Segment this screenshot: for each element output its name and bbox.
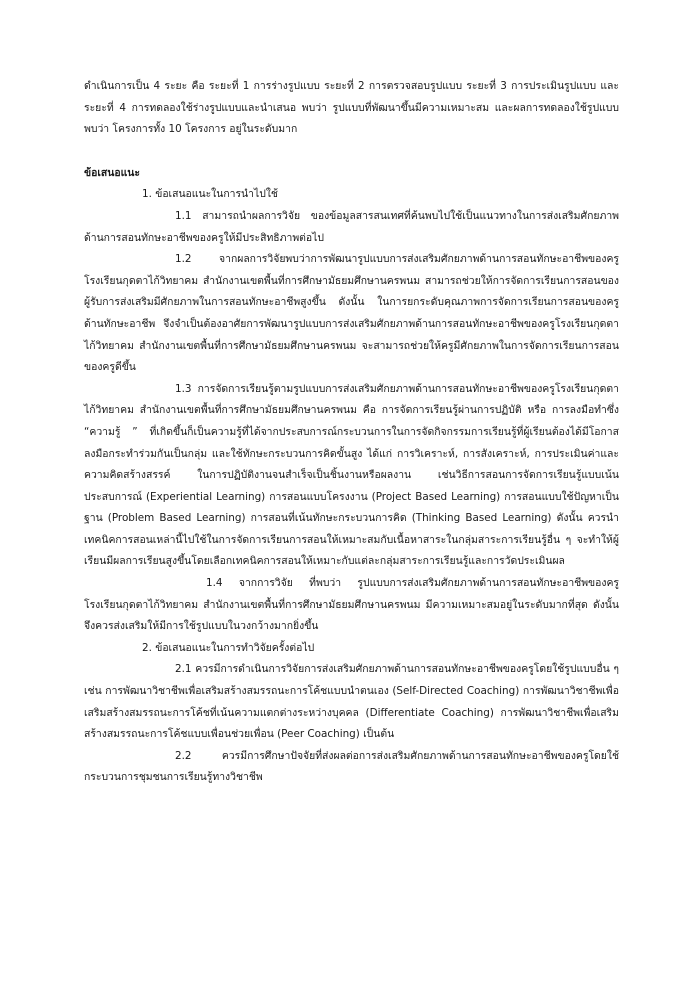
paragraph-1-2: 1.2 จากผลการวิจัยพบว่าการพัฒนารูปแบบการส่งเสริมศักยภาพด้านการสอนทักษะอาชีพของครู โรงเรียนกุดตาไก้วิทยาคม สำนักงานเขตพื้นที่การศึกษามัธยมศึกษานครพนม สามารถช่วยให้การจัดการเรียนการสอนของผู้รับการส่งเสริมมีศักยภาพในการสอนทักษะอาชีพสูงขึ้น ดังนั้น ในการยกระดับคุณภาพการจัดการเรียนการสอนของครูด้านทักษะอาชีพ จึงจำเป็นต้องอาศัยการพัฒนารูปแบบการส่งเสริมศักยภาพด้านการสอนทักษะอาชีพของครูโรงเรียนกุดตาไก้วิทยาคม สำนักงานเขตพื้นที่การศึกษามัธยมศึกษานครพนม จะสามารถช่วยให้ครูมีศักยภาพในการจัดการเรียนการสอน ของครูดีขึ้น (84, 253, 619, 374)
document-body (84, 76, 619, 789)
paragraph-1-4: 1.4 จากการวิจัย ที่พบว่า รูปแบบการส่งเสริมศักยภาพด้านการสอนทักษะอาชีพของครู โรงเรียนกุดตาไก้วิทยาคม สำนักงานเขตพื้นที่การศึกษามัธยมศึกษานครพนม มีความเหมาะสมอยู่ในระดับมากที่สุด ดังนั้นจึงควรส่งเสริมให้มีการใช้รูปแบบในวงกว้างมากยิ่งขึ้น (84, 577, 619, 633)
paragraph-2-2: 2.2 ควรมีการศึกษาปัจจัยที่ส่งผลต่อการส่งเสริมศักยภาพด้านการสอนทักษะอาชีพของครูโดยใช้กระบวนการชุมชนการเรียนรู้ทางวิชาชีพ (84, 749, 619, 784)
section-2-title: 2. ข้อเสนอแนะในการทำวิจัยครั้งต่อไป (142, 641, 315, 654)
recommendations-heading: ข้อเสนอแนะ (84, 166, 140, 179)
paragraph-1-3: 1.3 การจัดการเรียนรู้ตามรูปแบบการส่งเสริมศักยภาพด้านการสอนทักษะอาชีพของครูโรงเรียนกุดตาไก้วิทยาคม สำนักงานเขตพื้นที่การศึกษามัธยมศึกษานครพนม คือ การจัดการเรียนรู้ผ่านการปฏิบัติ หรือ การลงมือทำซึ่ง “ความรู้ ” ที่เกิดขึ้นก็เป็นความรู้ที่ได้จากประสบการณ์กระบวนการในการจัดกิจกรรมการเรียนรู้ที่ผู้เรียนต้องได้มีโอกาสลงมือกระทำร่วมกันเป็นกลุ่ม และใช้ทักษะกระบวนการคิดขั้นสูง ได้แก่ การวิเคราะห์, การสังเคราะห์, การประเมินค่าและความคิดสร้างสรรค์ ในการปฏิบัติงานจนสำเร็จเป็นชิ้นงานหรือผลงาน เช่นวิธีการสอนการจัดการเรียนรู้แบบเน้นประสบการณ์ (Experiential Learning) การสอนแบบโครงงาน (Project Based Learning) การสอนแบบใช้ปัญหาเป็นฐาน (Problem Based Learning) การสอนที่เน้นทักษะกระบวนการคิด (Thinking Based Learning) ดังนั้น ควรนำเทคนิคการสอนเหล่านี้ไปใช้ในการจัดการเรียนการสอนให้เหมาะสมกับเนื้อหาสาระในกลุ่มสาระการเรียนรู้อื่น ๆ จะทำให้ผู้เรียนมีผลการเรียนสูงขึ้นโดยเลือกเทคนิคการสอนให้เหมาะกับแต่ละกลุ่มสาระการเรียนรู้และการวัดประเมินผล (84, 382, 619, 568)
paragraph-1-1: 1.1 สามารถนำผลการวิจัย ของข้อมูลสารสนเทศที่ค้นพบไปใช้เป็นแนวทางในการส่งเสริมศักยภาพด้านการสอนทักษะอาชีพของครูให้มีประสิทธิภาพต่อไป (84, 209, 619, 244)
paragraph-2-1: 2.1 ควรมีการดำเนินการวิจัยการส่งเสริมศักยภาพด้านการสอนทักษะอาชีพของครูโดยใช้รูปแบบอื่น ๆ เช่น การพัฒนาวิชาชีพเพื่อเสริมสร้างสมรรถนะการโค้ชแบบนำตนเอง (Self-Directed Coaching) การพัฒนาวิชาชีพเพื่อเสริมสร้างสมรรถนะการโค้ชที่เน้นความแตกต่างระหว่างบุคคล (Differentiate Coaching) การพัฒนาวิชาชีพเพื่อเสริมสร้างสมรรถนะการโค้ชแบบเพื่อนช่วยเพื่อน (Peer Coaching) เป็นต้น (84, 663, 619, 741)
intro-paragraph: ดำเนินการเป็น 4 ระยะ คือ ระยะที่ 1 การร่างรูปแบบ ระยะที่ 2 การตรวจสอบรูปแบบ ระยะที่ 3 การประเมินรูปแบบ และระยะที่ 4 การทดลองใช้ร่างรูปแบบและนำเสนอ พบว่า รูปแบบที่พัฒนาขึ้นมีความเหมาะสม และผลการทดลองใช้รูปแบบ พบว่า โครงการทั้ง 10 โครงการ อยู่ในระดับมาก (84, 80, 619, 136)
section-1-title: 1. ข้อเสนอแนะในการนำไปใช้ (142, 188, 278, 201)
